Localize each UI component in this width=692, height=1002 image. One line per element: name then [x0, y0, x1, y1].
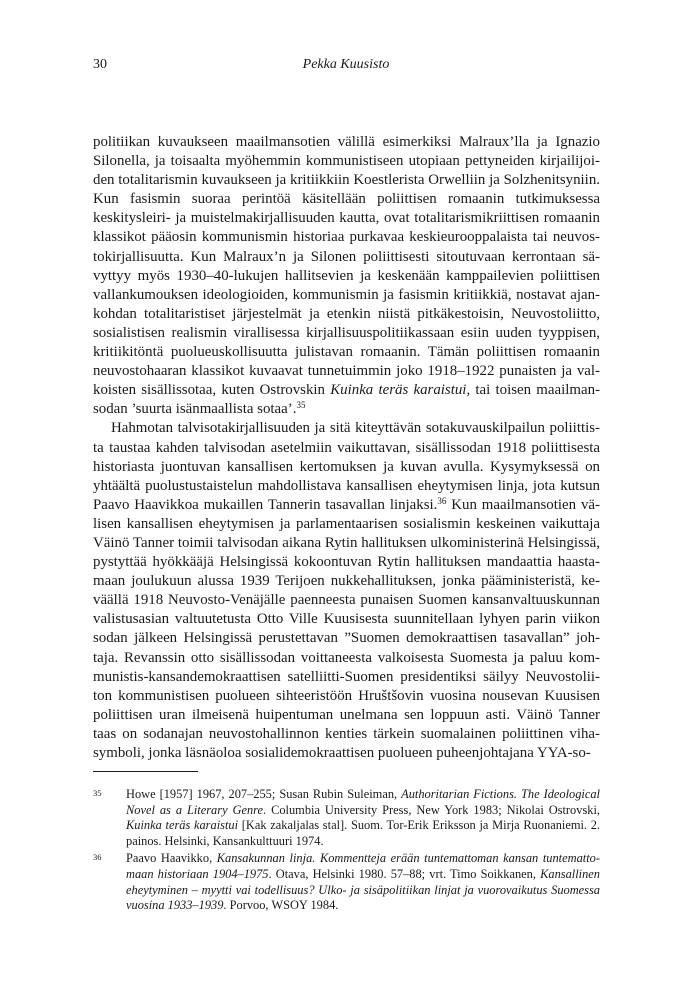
footnote-ref-36[interactable]: 36: [437, 495, 447, 506]
paragraph-1: [93, 133, 600, 419]
footnote-text: [126, 787, 600, 849]
footnote-text: [126, 851, 600, 913]
footnote-italic-title: Kansallinen eheytyminen – myytti vai todellisuus? Ulko- ja sisäpolitiikan linjat ja vuorovaikutus Suomessa vuosina 1933–1939: [126, 866, 600, 913]
body-text: [93, 133, 600, 763]
footnotes: [93, 787, 600, 916]
footnote-36: [93, 851, 600, 913]
paragraph-2-text: Hahmotan talvisotakirjallisuuden ja sitä kiteyttävän sotakuvauskilpailun poliittista taustaa kahden talvisodan asetelmiin vaikuttavan, sisällissodan 1918 poliittisesta historiasta juontuvan kansallisen kertomuksen ja kuvan avulla. Kysymyksessä on yhtäältä puolustustaistelun mahdollistava kansallisen eheytymisen linja, jota kutsun Paavo Haavikkoa mukaillen Tannerin tasavallan linjaksi.: [93, 420, 600, 513]
footnote-divider: [93, 771, 198, 772]
footnote-ref-35[interactable]: 35: [296, 400, 306, 411]
footnote-number: 36: [93, 852, 102, 863]
footnote-text-part: [Kak zakaljalas stal]. Suom. Tor-Erik Eriksson ja Mirja Ruonaniemi. 2. painos. Helsinki, Kansankulttuuri 1974.: [126, 818, 601, 848]
paragraph-2-text-end: Kun maailmansotien välisen kansallisen eheytymisen ja parlamentaarisen sosialismin keskeinen vaikuttaja Väinö Tanner toimii talvisodan aikana Rytin hallituksen ulkoministerinä Helsingissä, pystyttää hyökkääjä Helsingissä kokoontuvan Rytin hallituksen mandaattia haastamaan joulukuun alussa 1939 Terijoen nukkehallituksen, jonka pääministeristä, keväällä 1918 Neuvosto-Venäjälle paenneesta punaisen Suomen kansanvaltuuskunnan valistusasian valtuutetusta Otto Ville Kuusisesta suunnitellaan lyhyen parin viikon sodan jälkeen Helsingissä perustettavan ”Suomen demokraattisen tasavallan” johtaja. Revanssin otto sisällissodan voittaneesta valkoisesta Suomesta ja paluu kommunistis-kansandemokraattisen satelliitti-Suomen presidentiksi säilyy Neuvostoliiton kommunistisen puolueen sihteeristöön Hruštšovin vuosina nousevan Kuusisen poliittisen uran ilmeisenä huipentuman unelmana sen loppuun asti. Väinö Tanner taas on sodanajan neuvostohallinnon kenties tärkein suomalainen poliittinen vihasymboli, jonka läsnäoloa sosialidemokraattisen puolueen puheenjohtajana YYA-so-: [93, 496, 600, 761]
footnote-text-part: Paavo Haavikko,: [126, 851, 217, 866]
paragraph-1-text-end: , tai toisen maailmansodan ’suurta isänmaallista sotaa’.: [93, 382, 600, 418]
page-number: 30: [93, 57, 107, 72]
footnote-italic-title: Kansakunnan linja. Kommentteja erään tuntemattoman kansan tuntemattomaan historiaan 1904–1975: [126, 851, 600, 881]
footnote-italic-title: Kuinka teräs karaistui: [126, 818, 239, 833]
footnote-text-part: Howe [1957] 1967, 207–255; Susan Rubin Suleiman,: [126, 787, 402, 801]
footnote-number: 35: [93, 788, 102, 798]
paragraph-2: [93, 419, 600, 763]
footnote-35: [93, 787, 600, 849]
running-head-author: Pekka Kuusisto: [302, 57, 390, 72]
footnote-italic-title: Authoritarian Fictions. The Ideological Novel as a Literary Genre: [126, 787, 601, 817]
footnote-text-part: . Columbia University Press, New York 1983; Nikolai Ostrovski,: [263, 802, 600, 817]
paragraph-1-text: politiikan kuvaukseen maailmansotien välillä esimerkiksi Malraux’lla ja Ignazio Silonella, ja toisaalta myöhemmin kommunistiseen utopiaan pettyneiden kirjailijoiden totalitarismin kuvaukseen ja kritiikkiin Koestlerista Orwelliin ja Solzhenitsyniin. Kun fasismin suoraa perintöä käsitellään poliittisen romaanin tutkimuksessa keskitysleiri- ja muistelmakirjallisuuden kautta, ovat totalitarismikriittisen romaanin klassikot pääosin kommunismin historiaa purkavaa keskieurooppalaista tai neuvostokirjallisuutta. Kun Malraux’n ja Silonen poliittisesti sitoutuvaan kerrontaan sävyttyy myös 1930–40-lukujen hallitsevien ja keskenään kamppailevien poliittisen vallankumouksen ideologioiden, kommunismin ja fasismin kritiikkiä, nostavat ajankohdan totalitaristiset järjestelmät ja etenkin niistä pitkäkestoisin, Neuvostoliitto, sosialistisen realismin virallisessa kirjallisuuspolitiikassaan esiin uuden tyyppisen, kritiikitöntä puolueuskollisuutta julistavan romaanin. Tämän poliittisen romaanin neuvostohaaran klassikot kuvaavat tunnetuimmin joko 1918–1922 punaisten ja valkoisten sisällissotaa, kuten Ostrovskin: [93, 134, 600, 399]
book-title-kuinka-teras-karaistui: Kuinka teräs karaistui: [330, 382, 467, 399]
footnote-text-part: . Otava, Helsinki 1980. 57–88; vrt. Timo Soikkanen,: [268, 866, 541, 881]
footnote-text-part: . Porvoo, WSOY 1984.: [223, 898, 339, 913]
